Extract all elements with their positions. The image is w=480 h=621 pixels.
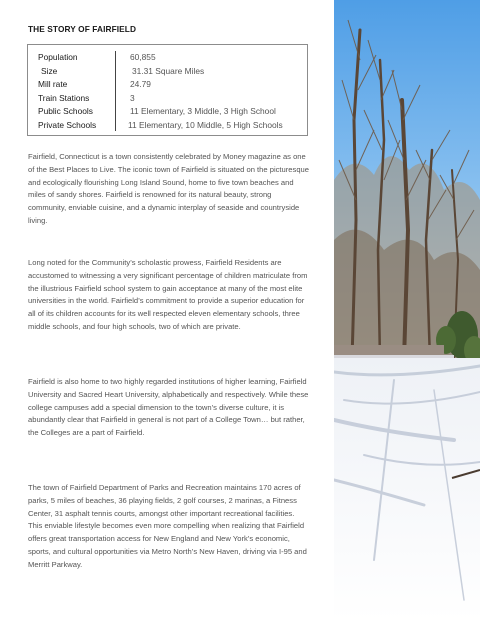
- fact-value: 3: [130, 92, 135, 103]
- fact-row-train-stations: [28, 92, 307, 104]
- fact-row-size: [28, 65, 307, 77]
- fact-value: 31.31 Square Miles: [132, 65, 205, 76]
- winter-trees-photo: [334, 0, 480, 621]
- paragraph-intro: Fairfield, Connecticut is a town consistently celebrated by Money magazine as one of the Best Places to Live. The iconic town of Fairfield is situated on the picturesque and ecologically flourishing Long Island Sound, home to five town beaches and miles of sandy shores. Fairfield is renowned for its natural beauty, strong community, enviable cuisine, and a dynamic interplay of seaside and countryside living.: [28, 152, 309, 225]
- fact-label: Private Schools: [38, 119, 97, 130]
- fact-value: 11 Elementary, 3 Middle, 3 High School: [130, 106, 276, 116]
- fact-value: 24.79: [130, 79, 151, 89]
- page-title: THE STORY OF FAIRFIELD: [28, 24, 137, 34]
- fact-label: Population: [38, 52, 78, 62]
- fact-row-public-schools: [28, 105, 307, 117]
- fact-label: Mill rate: [38, 79, 68, 89]
- paragraph-schools: Long noted for the Community’s scholastic prowess, Fairfield Residents are accustomed to witnessing a very significant percentage of children matriculate from the illustrious Fairfield school system to gain acceptance at many of the most elite universities in the world. Fairfield’s commitment to provide a superior education for all of its children accounts for its well respected eleven elementary schools, three middle schools, and four high schools, two of which are private.: [28, 258, 308, 331]
- paragraph-universities: Fairfield is also home to two highly regarded institutions of higher learning, Fairfield University and Sacred Heart University, alphabetically and respectively. While these college campuses add a special dimension to the town’s diverse culture, it is abundantly clear that Fairfield in general is not part of a College Town… but rather, the Colleges are a part of Fairfield.: [28, 377, 309, 438]
- fact-value: 60,855: [130, 52, 156, 62]
- fact-row-population: [28, 51, 307, 63]
- fact-box: [27, 44, 308, 136]
- paragraph-recreation: The town of Fairfield Department of Parks and Recreation maintains 170 acres of parks, 5 miles of beaches, 36 playing fields, 2 golf courses, 2 marinas, a Fitness Center, 31 asphalt tennis courts, amongst other important recreational facilities. This enviable lifestyle becomes even more compelling when realizing that Fairfield offers great transportation access for New England and New York’s economic, sports, and cultural opportunities via Metro North’s New Haven, driving via I-95 and Merritt Parkway.: [28, 483, 307, 569]
- fact-label: Train Stations: [38, 92, 90, 103]
- fact-row-mill-rate: [28, 78, 307, 90]
- fact-label: Size: [41, 65, 58, 76]
- fact-label: Public Schools: [38, 106, 93, 116]
- fact-row-private-schools: [28, 119, 307, 131]
- fact-value: 11 Elementary, 10 Middle, 5 High Schools: [128, 119, 283, 130]
